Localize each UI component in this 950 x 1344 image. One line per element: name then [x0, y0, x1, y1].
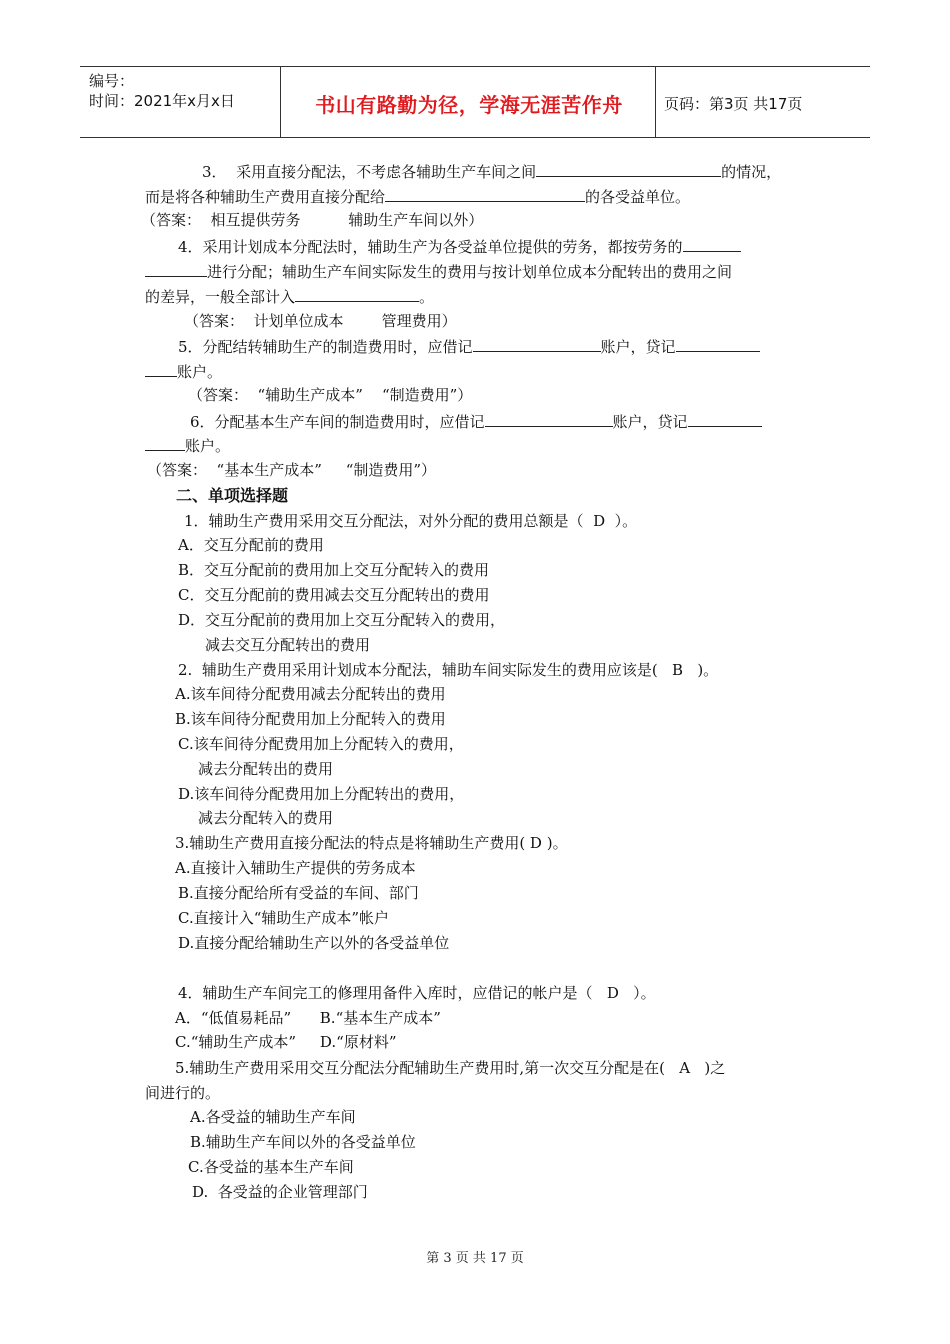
choice-q5-option-c: C.各受益的基本生产车间: [188, 1158, 354, 1176]
choice-q1-option-a: A．交互分配前的费用: [178, 536, 324, 554]
header-divider: [655, 67, 656, 137]
choice-q1-option-b: B．交互分配前的费用加上交互分配转入的费用: [178, 561, 490, 579]
fill-q4-line2: 进行分配；辅助生产车间实际发生的费用与按计划单位成本分配转出的费用之间: [145, 261, 732, 282]
header-divider: [280, 67, 281, 137]
fill-q3-line1: 3． 采用直接分配法，不考虑各辅助生产车间之间 的情况，: [202, 163, 782, 181]
answer-blank: [385, 186, 585, 202]
choice-q1-option-d: D．交互分配前的费用加上交互分配转入的费用，: [178, 611, 506, 629]
fill-q4-line1: 4．采用计划成本分配法时，辅助生产为各受益单位提供的劳务，都按劳务的: [178, 236, 741, 257]
choice-q2-option-b: B.该车间待分配费用加上分配转入的费用: [175, 710, 446, 728]
header-meta: [89, 71, 235, 111]
document-header: [80, 66, 870, 138]
choice-q2-option-d-cont: 减去分配转入的费用: [198, 809, 334, 827]
fill-q4-answer: （答案： 计划单位成本 管理费用）: [184, 312, 457, 330]
choice-q3-option-c: C.直接计入“辅助生产成本”帐户: [178, 909, 390, 927]
answer-blank: [683, 236, 741, 252]
answer-blank: [145, 261, 207, 277]
answer-blank: [145, 361, 177, 377]
fill-q5-answer: （答案： “辅助生产成本” “制造费用”）: [188, 386, 473, 404]
choice-q2-option-c: C.该车间待分配费用加上分配转入的费用，: [178, 735, 464, 753]
choice-q2-option-c-cont: 减去分配转出的费用: [198, 760, 334, 778]
choice-q5-option-a: A.各受益的辅助生产车间: [190, 1108, 356, 1126]
choice-q4-options-cd: C.“辅助生产成本” D.“原材料”: [175, 1033, 397, 1051]
choice-q5-stem: 5.辅助生产费用采用交互分配法分配辅助生产费用时,第一次交互分配是在( A )之: [175, 1059, 726, 1077]
answer-blank: [145, 435, 185, 451]
choice-q2-stem: 2. 辅助生产费用采用计划成本分配法，辅助车间实际发生的费用应该是( B )。: [178, 661, 719, 679]
choice-q4-options-ab: A．“低值易耗品” B.“基本生产成本”: [175, 1009, 441, 1027]
fill-q5-line2: 账户。: [145, 361, 222, 382]
fill-q5-line1: 5．分配结转辅助生产的制造费用时，应借记 账户，贷记: [178, 336, 760, 357]
choice-q5-option-d: D. 各受益的企业管理部门: [192, 1183, 368, 1201]
section-heading: 二、单项选择题: [176, 486, 289, 505]
choice-q1-stem: 1．辅助生产费用采用交互分配法，对外分配的费用总额是（ D ）。: [184, 512, 638, 530]
choice-q3-option-d: D.直接分配给辅助生产以外的各受益单位: [178, 934, 450, 952]
answer-blank: [295, 286, 419, 302]
choice-q3-option-b: B.直接分配给所有受益的车间、部门: [178, 884, 419, 902]
fill-q6-line1: 6．分配基本生产车间的制造费用时，应借记 账户，贷记: [190, 411, 762, 432]
choice-q3-option-a: A.直接计入辅助生产提供的劳务成本: [175, 859, 416, 877]
fill-q3-line2: 而是将各种辅助生产费用直接分配给 的各受益单位。: [145, 188, 691, 206]
fill-q3-answer: （答案： 相互提供劳务 辅助生产车间以外）: [141, 211, 484, 229]
answer-blank: [676, 336, 760, 352]
code-label: 编号：: [89, 72, 135, 90]
header-motto: 书山有路勤为径，学海无涯苦作舟: [315, 93, 623, 117]
choice-q1-option-d-cont: 减去交互分配转出的费用: [205, 636, 371, 654]
answer-blank: [473, 336, 601, 352]
fill-q4-line3: 的差异，一般全部计入 。: [145, 288, 435, 306]
fill-q6-line2: 账户。: [145, 435, 230, 456]
page-footer: 第 3 页 共 17 页: [426, 1251, 524, 1266]
answer-blank: [536, 161, 721, 177]
fill-q6-answer: （答案： “基本生产成本” “制造费用”）: [147, 461, 437, 479]
choice-q5-stem-cont: 间进行的。: [145, 1084, 221, 1102]
choice-q4-stem: 4．辅助生产车间完工的修理用备件入库时，应借记的帐户是（ D ）。: [178, 984, 656, 1002]
header-page-info: 页码：第3页 共17页: [664, 95, 803, 113]
choice-q2-option-a: A.该车间待分配费用减去分配转出的费用: [175, 685, 446, 703]
time-label: 时间：2021年x月x日: [89, 92, 235, 110]
answer-blank: [688, 411, 762, 427]
choice-q1-option-c: C．交互分配前的费用减去交互分配转出的费用: [178, 586, 490, 604]
choice-q3-stem: 3.辅助生产费用直接分配法的特点是将辅助生产费用( D )。: [175, 834, 568, 852]
choice-q2-option-d: D.该车间待分配费用加上分配转出的费用，: [178, 785, 465, 803]
choice-q5-option-b: B.辅助生产车间以外的各受益单位: [190, 1133, 416, 1151]
answer-blank: [485, 411, 613, 427]
